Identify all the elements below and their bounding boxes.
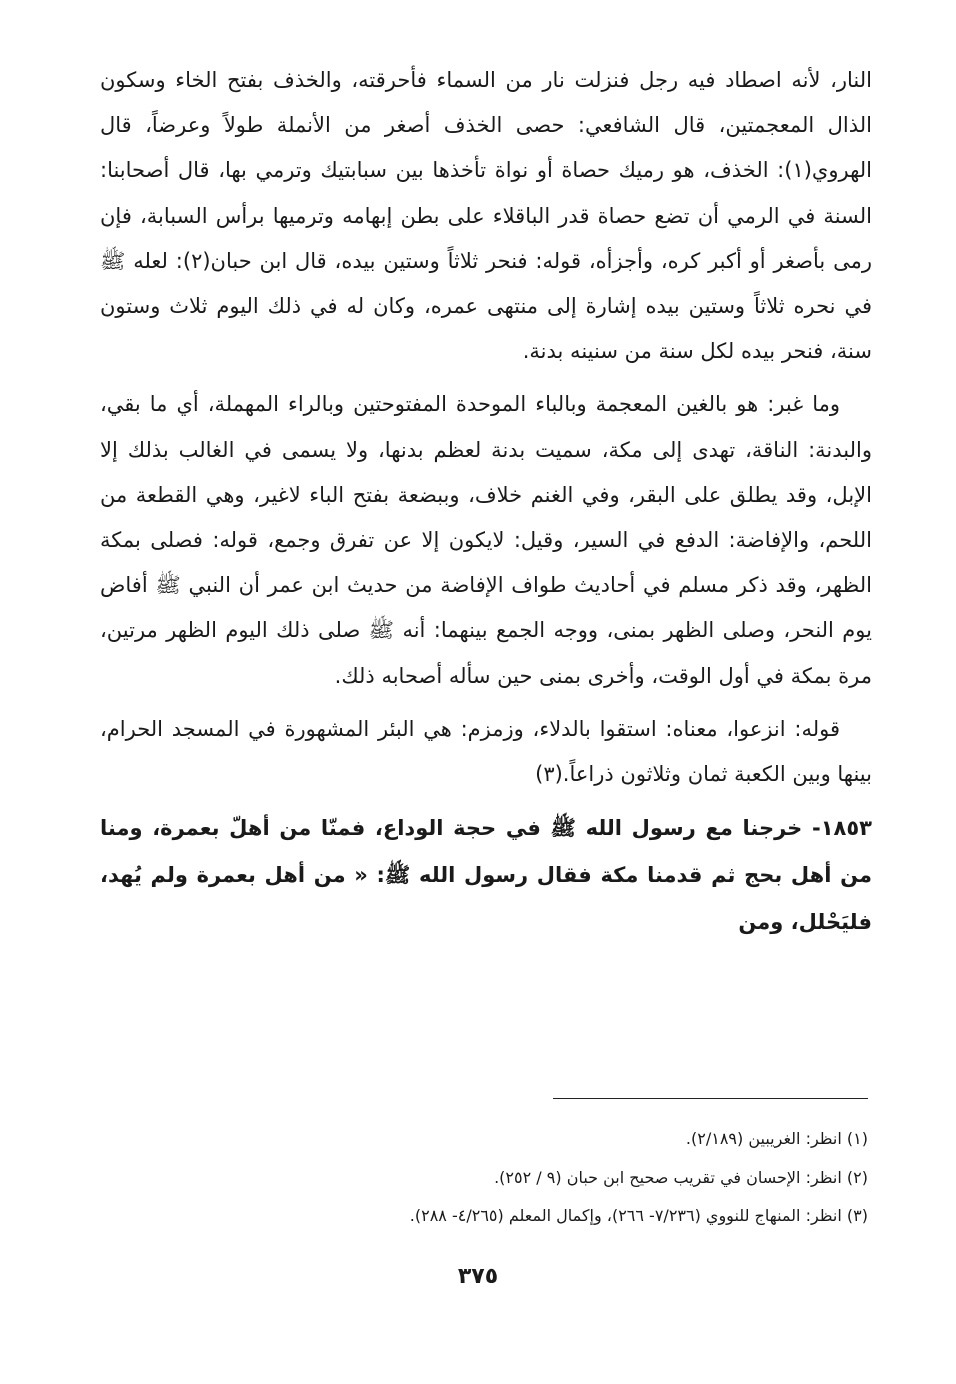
footnote-divider [553, 1098, 868, 1099]
footnote-2: (٢) انظر: الإحسان في تقريب صحيح ابن حبان (٩ / ٢٥٢). [494, 1167, 868, 1187]
main-text [100, 58, 872, 954]
page-number: ٣٧٥ [457, 1264, 499, 1289]
footnote-3: (٣) انظر: المنهاج للنووي (٧/٢٣٦- ٢٦٦)، وإكمال المعلم (٤/٢٦٥- ٢٨٨). [409, 1206, 868, 1225]
commentary-paragraph-1: النار، لأنه اصطاد فيه رجل فنزلت نار من السماء فأحرقته، والخذف بفتح الخاء وسكون الذال المعجمتين، قال الشافعي: حصى الخذف أصغر من الأنملة طولاً وعرضاً، قال الهروي(١): الخذف، هو رميك حصاة أو نواة تأخذها بين سبابتيك وترمي بها، قال أصحابنا: السنة في الرمي أن تضع حصاة قدر الباقلاء على بطن إبهامه وترميها برأس السبابة، فإن رمى بأصغر أو أكبر كره، وأجزأه، قوله: فنحر ثلاثاً وستين بيده، قال ابن حبان(٢): لعله ﷺ في نحره ثلاثاً وستين بيده إشارة إلى منتهى عمره، وكان له في ذلك اليوم ثلاث وستون سنة، فنحر بيده لكل سنة من سنينه بدنة. [100, 68, 872, 364]
footnotes [98, 1120, 868, 1236]
hadith-text: ١٨٥٣- خرجنا مع رسول الله ﷺ في حجة الوداع، فمنّا من أهلّ بعمرة، ومنا من أهل بحج ثم قدمنا مكة فقال رسول الله ﷺ: « من أهل بعمرة ولم يُهد، فليَحْلل، ومن [100, 816, 872, 935]
footnote-1: (١) انظر: الغريبين (٢/١٨٩). [685, 1129, 868, 1148]
commentary-paragraph-3: قوله: انزعوا، معناه: استقوا بالدلاء، وزمزم: هي البئر المشهورة في المسجد الحرام، بينها وبين الكعبة ثمان وثلاثون ذراعاً.(٣) [100, 716, 872, 787]
commentary-paragraph-2: وما غبر: هو بالغين المعجمة وبالباء الموحدة المفتوحتين وبالراء المهملة، أي ما بقي، والبدنة: الناقة، تهدى إلى مكة، سميت بدنة لعظم بدنها، ولا يسمى في الغالب بذلك إلا الإبل، وقد يطلق على البقر، وفي الغنم خلاف، وببضعة بفتح الباء لاغير، وهي القطعة من اللحم، والإفاضة: الدفع في السير، وقيل: لايكون إلا عن تفرق وجمع، قوله: فصلى بمكة الظهر، وقد ذكر مسلم في أحاديث طواف الإفاضة من حديث ابن عمر أن النبي ﷺ أفاض يوم النحر، وصلى الظهر بمنى، ووجه الجمع بينهما: أنه ﷺ صلى ذلك اليوم الظهر مرتين، مرة بمكة في أول الوقت، وأخرى بمنى حين سأله أصحابه ذلك. [100, 392, 872, 688]
